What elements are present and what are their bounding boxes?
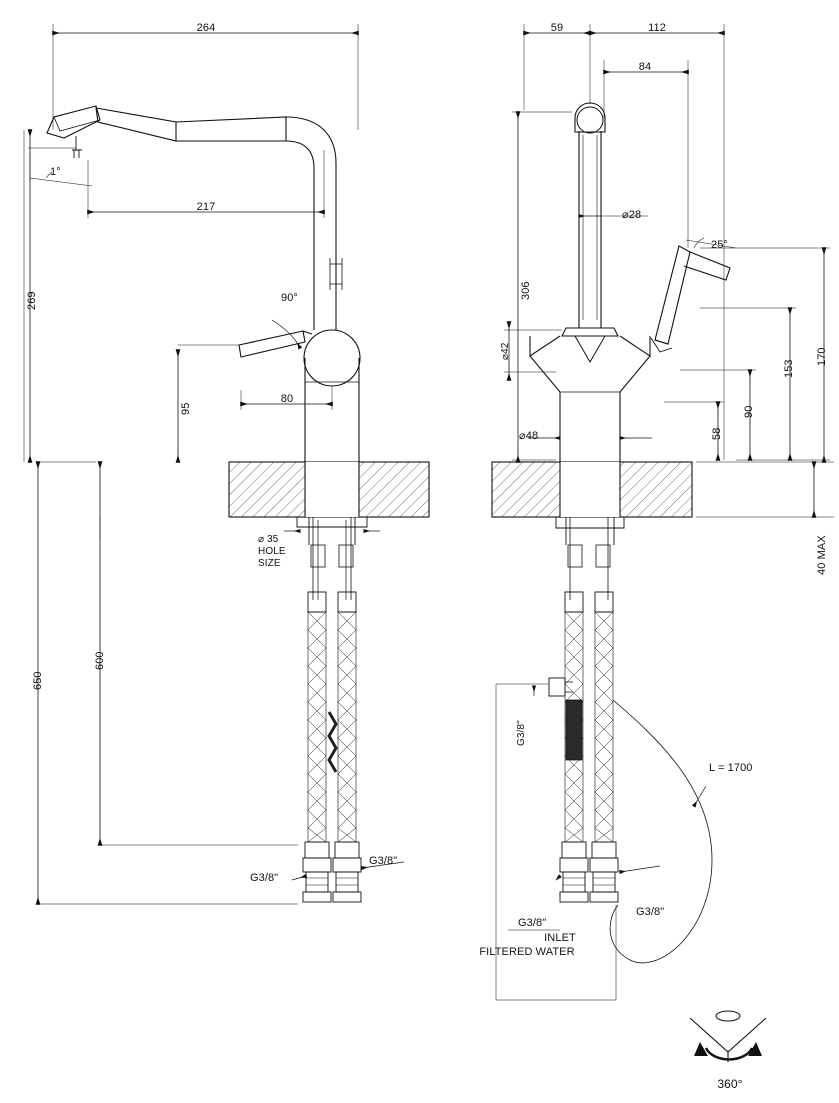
dim-label-lever-low: 90 bbox=[743, 405, 755, 418]
dim-label-base-diameter: ⌀48 bbox=[519, 430, 539, 442]
dim-label-total-height: 306 bbox=[520, 281, 532, 300]
thread-label-right-b: G3/8" bbox=[636, 906, 665, 918]
inlet-note-line2: FILTERED WATER bbox=[479, 946, 575, 958]
dim-label-spout-height: 269 bbox=[26, 291, 38, 310]
dim-label-handle-angle: 90° bbox=[281, 292, 298, 304]
dim-label-lever-angle: 25° bbox=[711, 239, 728, 251]
dim-label-right-offset: 112 bbox=[648, 22, 666, 34]
inlet-note-line1: INLET bbox=[544, 932, 576, 944]
dim-label-handle-height: 95 bbox=[180, 402, 192, 415]
dim-label-deck-thickness: 40 MAX bbox=[816, 535, 828, 575]
dim-label-lever-height: 170 bbox=[816, 347, 828, 366]
dim-label-handle-span: 84 bbox=[638, 61, 652, 73]
dim-label-body-diameter: ⌀28 bbox=[622, 209, 642, 221]
hole-size-note-diameter: ⌀ 35 bbox=[258, 534, 279, 545]
dim-label-lever-mid: 153 bbox=[783, 359, 795, 378]
thread-label-left-b: G3/8" bbox=[369, 855, 398, 867]
dim-label-spout-reach: 217 bbox=[196, 201, 216, 213]
thread-label-left-a: G3/8" bbox=[250, 872, 279, 884]
dim-label-hose-length-total: L = 1700 bbox=[709, 762, 753, 774]
dim-label-collar-diameter: ⌀42 bbox=[500, 342, 511, 360]
dim-label-handle-offset: 80 bbox=[280, 393, 294, 405]
thread-label-right-a: G3/8" bbox=[518, 917, 547, 929]
dim-label-overall-width: 264 bbox=[196, 22, 216, 34]
dim-label-left-offset: 59 bbox=[550, 22, 564, 34]
rotation-label: 360° bbox=[717, 1077, 743, 1091]
hole-size-note-line3: SIZE bbox=[258, 558, 281, 569]
dim-label-spout-angle: 1° bbox=[50, 166, 61, 178]
hole-size-note-line2: HOLE bbox=[258, 546, 286, 557]
dim-label-total-below-deck: 650 bbox=[32, 671, 44, 690]
thread-label-filter-inlet: G3/8" bbox=[516, 720, 527, 746]
dim-label-hose-length: 600 bbox=[94, 651, 106, 670]
dim-label-lever-lowest: 58 bbox=[711, 427, 723, 440]
